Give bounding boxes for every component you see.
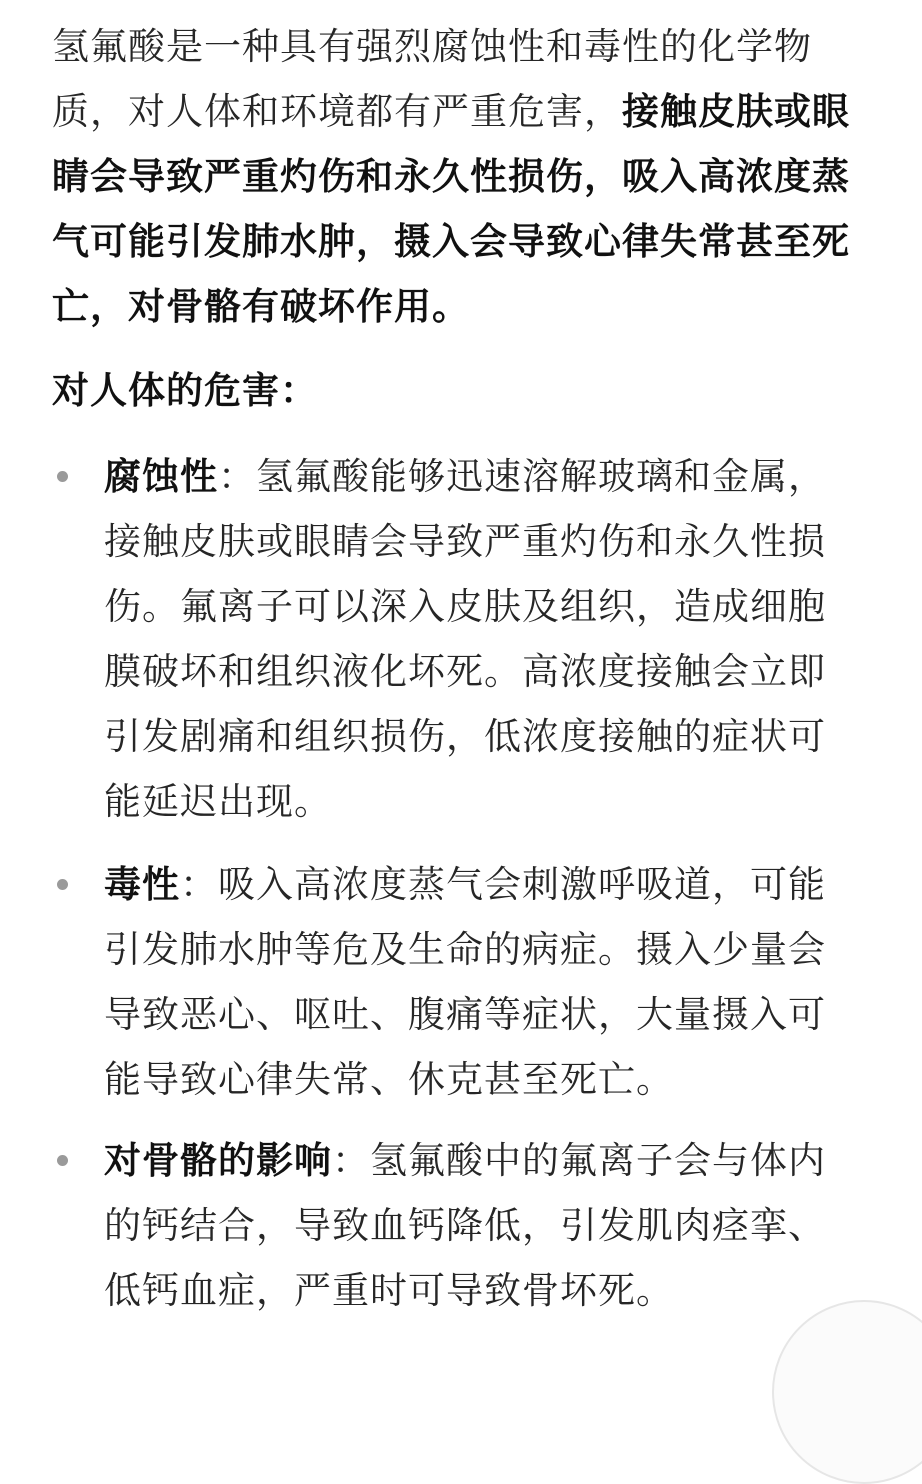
section-heading: 对人体的危害：: [52, 369, 318, 412]
list-item-label: 对骨骼的影响: [104, 1139, 332, 1182]
bullet-dot-icon: [57, 471, 68, 482]
list-item-label: 毒性: [104, 863, 180, 906]
bullet-dot-icon: [57, 879, 68, 890]
bullet-dot-icon: [57, 1155, 68, 1166]
list-item-bone-effect: [104, 1128, 856, 1323]
list-item-corrosive: [104, 444, 856, 834]
list-item-text: ：吸入高浓度蒸气会刺激呼吸道，可能引发肺水肿等危及生命的病症。摄入少量会导致恶心、呕吐、腹痛等症状，大量摄入可能导致心律失常、休克甚至死亡。: [104, 863, 826, 1101]
list-item-toxicity: [104, 852, 856, 1112]
intro-plain-text: 氢氟酸是一种具有强烈腐蚀性和毒性的化学物质，对人体和环境都有严重危害，: [52, 25, 812, 133]
list-item-label: 腐蚀性: [104, 455, 218, 498]
floating-button-edge[interactable]: [772, 1300, 922, 1484]
intro-paragraph: [52, 14, 882, 339]
list-item-text: ：氢氟酸能够迅速溶解玻璃和金属，接触皮肤或眼睛会导致严重灼伤和永久性损伤。氟离子可以深入皮肤及组织，造成细胞膜破坏和组织液化坏死。高浓度接触会立即引发剧痛和组织损伤，低浓度接触的症状可能延迟出现。: [104, 455, 826, 823]
list-item-text: ：氢氟酸中的氟离子会与体内的钙结合，导致血钙降低，引发肌肉痉挛、低钙血症，严重时可导致骨坏死。: [104, 1139, 826, 1312]
intro-bold-text: 接触皮肤或眼睛会导致严重灼伤和永久性损伤，吸入高浓度蒸气可能引发肺水肿，摄入会导致心律失常甚至死亡，对骨骼有破坏作用。: [52, 90, 850, 328]
